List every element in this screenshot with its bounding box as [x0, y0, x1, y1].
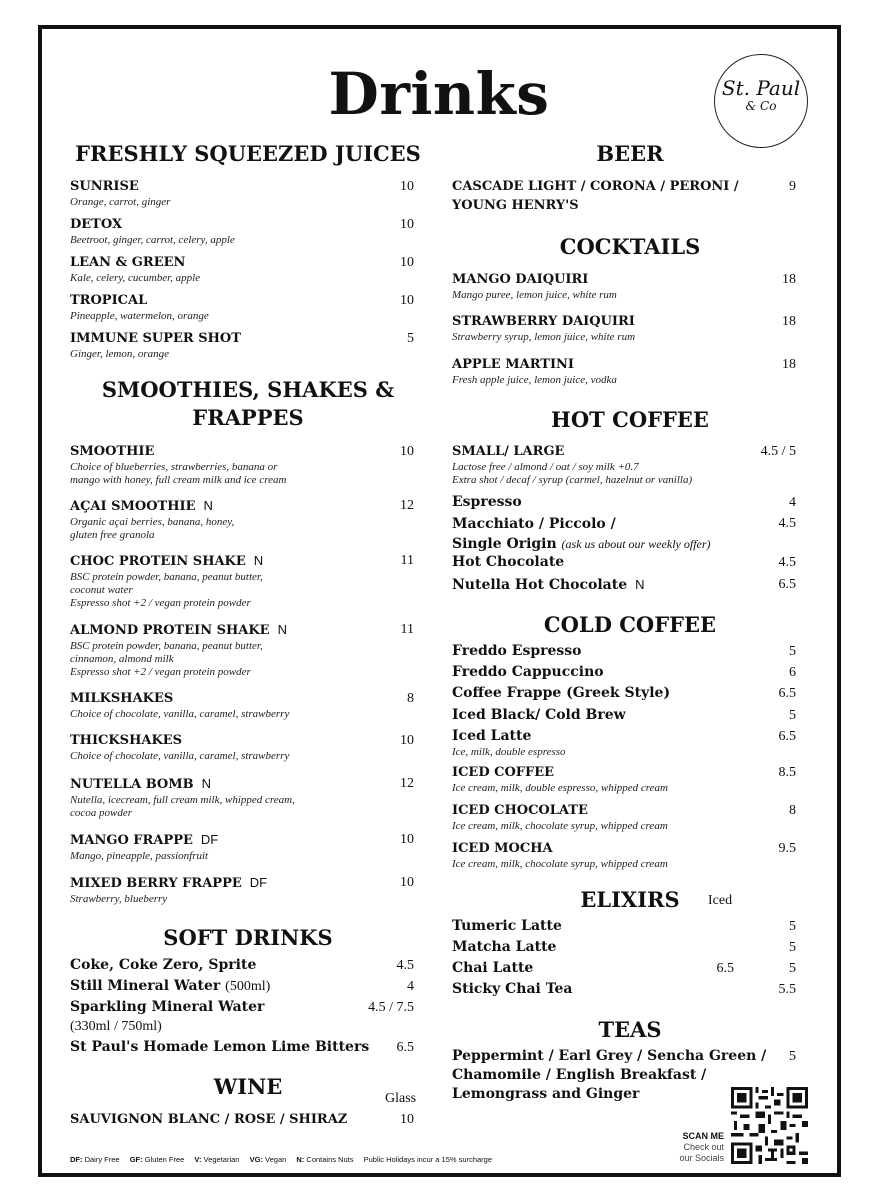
- item-name: Hot Chocolate: [452, 554, 565, 570]
- menu-item: [452, 801, 668, 833]
- section-heading-smoothies: [70, 376, 426, 432]
- item-name: IMMUNE SUPER SHOT: [70, 331, 241, 346]
- item-price: 5: [789, 644, 796, 659]
- item-price: 10: [400, 255, 414, 270]
- item-name: ICED COFFEE: [452, 765, 555, 780]
- item-desc: Beetroot, ginger, carrot, celery, apple: [70, 234, 235, 246]
- menu-item: [70, 731, 289, 763]
- menu-item: [70, 215, 235, 247]
- item-price: 10: [400, 1112, 414, 1127]
- item-price: 5: [407, 331, 414, 346]
- section-heading-juices: FRESHLY SQUEEZED JUICES: [75, 141, 421, 166]
- menu-item: [452, 727, 566, 759]
- item-desc: Choice of chocolate, vanilla, caramel, strawberry: [70, 708, 290, 720]
- section-heading-beer: BEER: [596, 141, 664, 166]
- legend-key: V:: [194, 1155, 202, 1164]
- item-name: Still Mineral Water: [70, 978, 221, 994]
- item-note: (330ml / 750ml): [70, 1019, 162, 1034]
- menu-item: [452, 355, 617, 387]
- item-name: TROPICAL: [70, 293, 148, 308]
- item-name: ALMOND PROTEIN SHAKE: [70, 623, 270, 638]
- menu-item: [452, 642, 582, 661]
- menu-item: [452, 663, 604, 682]
- surcharge-note: Public Holidays incur a 15% surcharge: [363, 1155, 493, 1164]
- legend-key: DF:: [70, 1155, 83, 1164]
- menu-item: [70, 1110, 347, 1129]
- item-desc: Ice cream, milk, double espresso, whipped cream: [452, 782, 668, 794]
- item-price: 10: [400, 179, 414, 194]
- item-name: Macchiato / Piccolo /: [452, 516, 616, 532]
- item-name: Iced Black/ Cold Brew: [452, 707, 626, 723]
- menu-item: [452, 839, 668, 871]
- legend-text: Gluten Free: [144, 1155, 185, 1164]
- menu-item: [70, 956, 256, 975]
- item-price: 5.5: [778, 982, 796, 997]
- item-name: ICED CHOCOLATE: [452, 803, 588, 818]
- menu-item: [452, 270, 617, 302]
- item-name: MANGO FRAPPE: [70, 833, 193, 848]
- item-name: Coffee Frappe (Greek Style): [452, 685, 671, 701]
- item-name: Lemongrass and Ginger: [452, 1086, 640, 1102]
- menu-item: [452, 980, 573, 999]
- menu-item: [452, 575, 645, 595]
- scan-callout: [652, 1131, 724, 1164]
- section-heading-line: SMOOTHIES, SHAKES &: [101, 377, 395, 402]
- item-name: Chai Latte: [452, 960, 534, 976]
- menu-item: [70, 551, 263, 610]
- section-heading-line: FRAPPES: [192, 405, 304, 430]
- item-note: (500ml): [225, 979, 271, 994]
- item-price: 12: [400, 776, 414, 791]
- qr-code-icon[interactable]: [731, 1087, 808, 1164]
- item-price: 4.5 / 5: [760, 444, 796, 459]
- item-desc: cinnamon, almond milk: [70, 653, 174, 665]
- menu-item: [70, 774, 295, 820]
- menu-item: [452, 177, 739, 215]
- item-price: 9.5: [778, 841, 796, 856]
- item-price: 5: [789, 919, 796, 934]
- item-name: Single Origin: [452, 536, 557, 552]
- item-price: 11: [400, 553, 414, 568]
- item-name: St Paul's Homade Lemon Lime Bitters: [70, 1039, 370, 1055]
- item-name: Freddo Espresso: [452, 643, 582, 659]
- item-price: 8: [789, 803, 796, 818]
- item-price: 10: [400, 217, 414, 232]
- brand-logo: [714, 54, 808, 148]
- item-price: 4.5: [396, 958, 414, 973]
- dietary-tag: N: [253, 553, 264, 568]
- dietary-tag: N: [277, 622, 287, 637]
- item-price: 6.5: [778, 686, 796, 701]
- menu-item: [452, 706, 626, 725]
- menu-item: [452, 442, 692, 487]
- item-price: 6.5: [778, 729, 796, 744]
- item-desc: Kale, celery, cucumber, apple: [70, 272, 201, 284]
- section-heading-cold-coffee: COLD COFFEE: [543, 612, 717, 637]
- item-desc: Organic açai berries, banana, honey,: [70, 516, 235, 528]
- section-heading-teas: TEAS: [598, 1017, 662, 1042]
- item-name: SMALL/ LARGE: [452, 444, 565, 459]
- menu-item: [70, 873, 267, 906]
- menu-item: [452, 493, 522, 512]
- item-name: CHOC PROTEIN SHAKE: [70, 554, 246, 569]
- item-desc: Ice cream, milk, chocolate syrup, whipped cream: [452, 820, 668, 832]
- item-note: (ask us about our weekly offer): [561, 537, 711, 551]
- menu-item: [70, 496, 234, 542]
- section-heading-wine: WINE: [213, 1074, 283, 1099]
- item-desc: Choice of chocolate, vanilla, caramel, strawberry: [70, 750, 290, 762]
- item-price: 4: [407, 979, 414, 994]
- item-name: Sticky Chai Tea: [452, 981, 573, 997]
- item-name: Chamomile / English Breakfast /: [452, 1067, 707, 1083]
- menu-item: [452, 763, 668, 795]
- glass-label: Glass: [385, 1091, 417, 1106]
- item-desc: Orange, carrot, ginger: [70, 196, 171, 208]
- item-price: 5: [789, 1049, 796, 1064]
- legend-key: N:: [296, 1155, 305, 1164]
- menu-item: [70, 1038, 369, 1057]
- menu-item: [70, 291, 209, 323]
- item-name: LEAN & GREEN: [70, 255, 186, 270]
- menu-item: [452, 312, 635, 344]
- item-price: 5: [789, 961, 796, 976]
- item-name: Matcha Latte: [452, 939, 557, 955]
- menu-item: [452, 684, 670, 703]
- menu-item: [452, 553, 564, 572]
- item-name: STRAWBERRY DAIQUIRI: [452, 314, 635, 329]
- item-desc: coconut water: [70, 584, 133, 596]
- item-price: 5: [789, 708, 796, 723]
- item-name: SMOOTHIE: [70, 444, 155, 459]
- legend-text: Contains Nuts: [306, 1155, 354, 1164]
- item-price: 6: [789, 665, 796, 680]
- item-name: MIXED BERRY FRAPPE: [70, 876, 242, 891]
- item-name: Sparkling Mineral Water: [70, 999, 265, 1015]
- item-desc: Choice of blueberries, strawberries, banana or: [70, 461, 278, 473]
- menu-item: [452, 514, 711, 554]
- item-desc: cocoa powder: [70, 807, 133, 819]
- menu-item: [70, 442, 286, 487]
- item-name: CASCADE LIGHT / CORONA / PERONI /: [452, 179, 739, 194]
- logo-line1: St. Paul: [721, 76, 801, 100]
- item-desc: Lactose free / almond / oat / soy milk +0.7: [452, 461, 639, 473]
- legend-key: GF:: [129, 1155, 143, 1164]
- item-price: 9: [789, 179, 796, 194]
- menu-item: [70, 689, 289, 721]
- item-price: 4: [789, 495, 796, 510]
- legend-key: VG:: [249, 1155, 263, 1164]
- dietary-tag: N: [203, 498, 213, 513]
- section-heading-soft-drinks: SOFT DRINKS: [163, 925, 333, 950]
- legend-text: Vegetarian: [203, 1155, 240, 1164]
- legend-text: Vegan: [265, 1155, 287, 1164]
- item-iced-price: 6.5: [716, 961, 734, 976]
- item-desc: Strawberry syrup, lemon juice, white rum: [452, 331, 636, 343]
- item-price: 10: [400, 293, 414, 308]
- item-desc: gluten free granola: [70, 529, 155, 541]
- item-price: 4.5 / 7.5: [368, 1000, 414, 1015]
- item-name: Espresso: [452, 494, 522, 510]
- item-desc: Extra shot / decaf / syrup (carmel, hazelnut or vanilla): [452, 474, 693, 486]
- item-name: SAUVIGNON BLANC / ROSE / SHIRAZ: [70, 1112, 348, 1127]
- menu-item: [70, 830, 218, 863]
- item-name: ICED MOCHA: [452, 841, 553, 856]
- item-desc: Mango puree, lemon juice, white rum: [452, 289, 617, 301]
- legend-text: Dairy Free: [84, 1155, 120, 1164]
- item-name: THICKSHAKES: [70, 733, 183, 748]
- item-desc: Espresso shot +2 / vegan protein powder: [70, 666, 251, 678]
- item-desc: Ice, milk, double espresso: [452, 746, 566, 758]
- dietary-tag: N: [635, 577, 645, 592]
- item-price: 8: [407, 691, 414, 706]
- item-price: 18: [782, 314, 796, 329]
- dietary-tag: N: [201, 776, 212, 791]
- item-desc: Ginger, lemon, orange: [70, 348, 169, 360]
- item-name: Tumeric Latte: [452, 918, 562, 934]
- item-price: 5: [789, 940, 796, 955]
- item-name: DETOX: [70, 217, 123, 232]
- item-price: 10: [400, 733, 414, 748]
- item-name: APPLE MARTINI: [452, 357, 574, 372]
- menu-item: [70, 998, 264, 1036]
- item-price: 4.5: [778, 555, 796, 570]
- dietary-tag: DF: [249, 875, 268, 890]
- item-price: 6.5: [396, 1040, 414, 1055]
- dietary-tag: DF: [200, 832, 219, 847]
- item-price: 10: [400, 875, 414, 890]
- item-price: 11: [400, 622, 414, 637]
- item-name: SUNRISE: [70, 179, 139, 194]
- menu-item: [452, 1047, 766, 1104]
- item-name: Iced Latte: [452, 728, 532, 744]
- item-name: Peppermint / Earl Grey / Sencha Green /: [452, 1048, 767, 1064]
- item-name: Freddo Cappuccino: [452, 664, 604, 680]
- scan-line: Check out: [683, 1142, 724, 1152]
- item-desc: Ice cream, milk, chocolate syrup, whipped cream: [452, 858, 668, 870]
- item-price: 4.5: [778, 516, 796, 531]
- item-name: AÇAI SMOOTHIE: [70, 499, 196, 514]
- item-desc: mango with honey, full cream milk and ice cream: [70, 474, 287, 486]
- item-price: 6.5: [778, 577, 796, 592]
- item-name: NUTELLA BOMB: [70, 777, 194, 792]
- item-price: 10: [400, 832, 414, 847]
- item-price: 18: [782, 357, 796, 372]
- item-desc: Nutella, icecream, full cream milk, whipped cream,: [70, 794, 295, 806]
- menu-item: [70, 329, 241, 361]
- logo-line2: & Co: [745, 99, 777, 113]
- item-price: 12: [400, 498, 414, 513]
- item-desc: Espresso shot +2 / vegan protein powder: [70, 597, 251, 609]
- item-name: Coke, Coke Zero, Sprite: [70, 957, 257, 973]
- scan-title: SCAN ME: [682, 1131, 724, 1141]
- item-name: MANGO DAIQUIRI: [452, 272, 589, 287]
- menu-item: [452, 959, 533, 978]
- page-title: Drinks: [328, 60, 550, 128]
- item-price: 10: [400, 444, 414, 459]
- section-heading-cocktails: COCKTAILS: [559, 234, 701, 259]
- item-desc: Mango, pineapple, passionfruit: [70, 850, 209, 862]
- menu-item: [70, 177, 170, 209]
- item-desc: BSC protein powder, banana, peanut butter,: [70, 640, 263, 652]
- item-name: MILKSHAKES: [70, 691, 174, 706]
- menu-item: [452, 917, 562, 936]
- dietary-legend: [70, 1155, 492, 1164]
- menu-item: [70, 620, 287, 679]
- section-heading-elixirs: ELIXIRS: [580, 887, 680, 912]
- menu-item: [70, 977, 270, 996]
- menu-item: [452, 938, 556, 957]
- item-desc: BSC protein powder, banana, peanut butter,: [70, 571, 263, 583]
- scan-line: our Socials: [679, 1153, 724, 1163]
- item-desc: Fresh apple juice, lemon juice, vodka: [452, 374, 617, 386]
- item-desc: Pineapple, watermelon, orange: [70, 310, 209, 322]
- item-desc: Strawberry, blueberry: [70, 893, 168, 905]
- item-price: 8.5: [778, 765, 796, 780]
- item-price: 18: [782, 272, 796, 287]
- item-name: YOUNG HENRY'S: [452, 198, 579, 213]
- section-heading-hot-coffee: HOT COFFEE: [551, 407, 709, 432]
- iced-label: Iced: [708, 893, 733, 908]
- menu-item: [70, 253, 200, 285]
- item-name: Nutella Hot Chocolate: [452, 577, 628, 593]
